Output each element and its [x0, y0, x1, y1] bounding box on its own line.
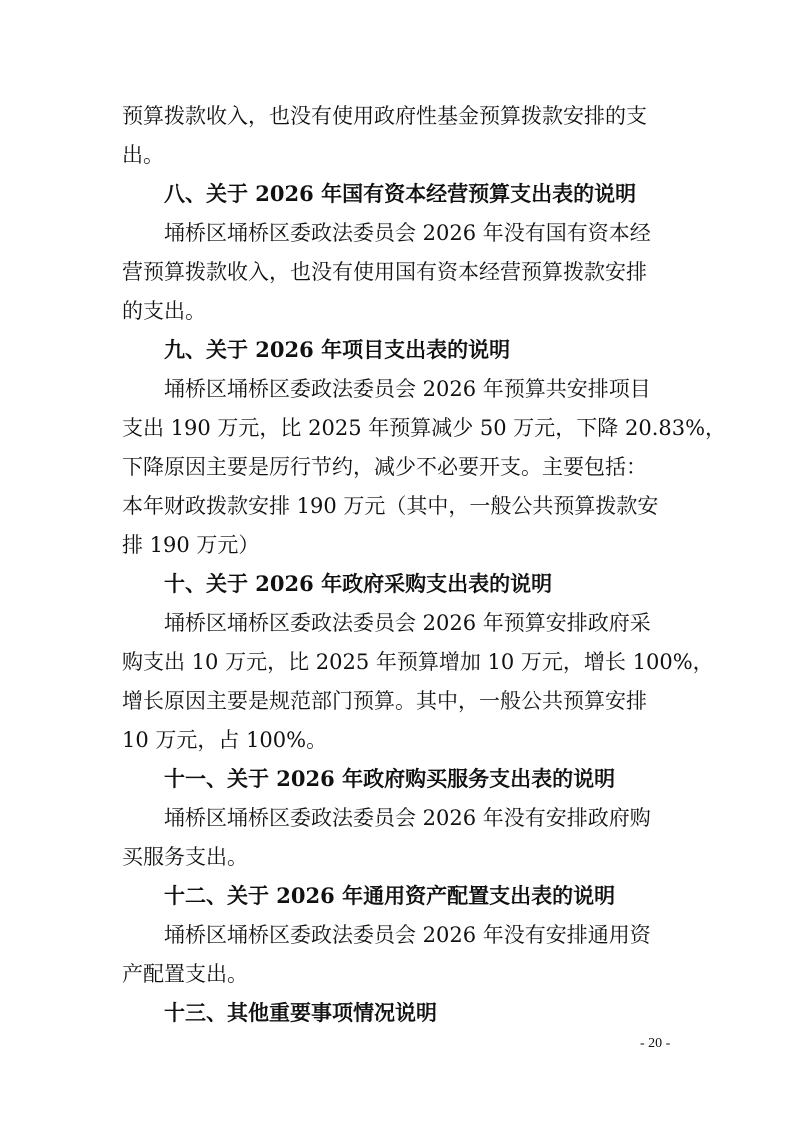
- paragraph-line: [0, 486, 793, 526]
- section-heading: [0, 564, 793, 604]
- section-heading: [0, 174, 793, 214]
- section10-line2: 购支出 10 万元，比 2025 年预算增加 10 万元，增长 100%，: [122, 650, 714, 674]
- section12-line1: 埇桥区埇桥区委政法委员会 2026 年没有安排通用资: [164, 923, 651, 947]
- section8-tail-line2: 出。: [122, 143, 164, 167]
- section11-line1: 埇桥区埇桥区委政法委员会 2026 年没有安排政府购: [164, 806, 651, 830]
- section8-line1: 埇桥区埇桥区委政法委员会 2026 年没有国有资本经: [164, 221, 651, 245]
- paragraph-line: [0, 408, 793, 448]
- paragraph-line: [0, 369, 793, 409]
- section-heading: [0, 876, 793, 916]
- paragraph-line: [0, 135, 793, 175]
- paragraph-line: [0, 837, 793, 877]
- paragraph-line: [0, 954, 793, 994]
- paragraph-line: [0, 642, 793, 682]
- paragraph-line: [0, 915, 793, 955]
- paragraph-line: [0, 798, 793, 838]
- section-heading: [0, 759, 793, 799]
- section10-line1: 埇桥区埇桥区委政法委员会 2026 年预算安排政府采: [164, 611, 651, 635]
- section8-heading: 八、关于 2026 年国有资本经营预算支出表的说明: [164, 181, 637, 206]
- section11-line2: 买服务支出。: [122, 845, 248, 869]
- section9-heading: 九、关于 2026 年项目支出表的说明: [164, 337, 511, 362]
- section-heading: [0, 330, 793, 370]
- section9-line4: 本年财政拨款安排 190 万元（其中，一般公共预算拨款安: [122, 494, 659, 518]
- section-heading: [0, 993, 793, 1033]
- section11-heading: 十一、关于 2026 年政府购买服务支出表的说明: [164, 766, 616, 791]
- paragraph-line: [0, 252, 793, 292]
- section13-heading: 十三、其他重要事项情况说明: [164, 1000, 437, 1025]
- section9-line5: 排 190 万元）: [122, 533, 260, 557]
- section10-line4: 10 万元，占 100%。: [122, 728, 328, 752]
- paragraph-line: [0, 213, 793, 253]
- paragraph-line: [0, 681, 793, 721]
- section12-heading: 十二、关于 2026 年通用资产配置支出表的说明: [164, 883, 616, 908]
- paragraph-line: [0, 720, 793, 760]
- section8-line3: 的支出。: [122, 299, 206, 323]
- section9-line2: 支出 190 万元，比 2025 年预算减少 50 万元，下降 20.83%，: [122, 416, 727, 440]
- section10-line3: 增长原因主要是规范部门预算。其中，一般公共预算安排: [122, 689, 647, 713]
- paragraph-line: [0, 525, 793, 565]
- paragraph-line: [0, 603, 793, 643]
- section8-tail-line1: 预算拨款收入，也没有使用政府性基金预算拨款安排的支: [122, 104, 647, 128]
- section9-line3: 下降原因主要是厉行节约，减少不必要开支。主要包括：: [122, 455, 647, 479]
- section10-heading: 十、关于 2026 年政府采购支出表的说明: [164, 571, 553, 596]
- paragraph-line: [0, 291, 793, 331]
- paragraph-line: [0, 447, 793, 487]
- section8-line2: 营预算拨款收入，也没有使用国有资本经营预算拨款安排: [122, 260, 647, 284]
- page-number: - 20 -: [640, 1036, 671, 1051]
- section9-line1: 埇桥区埇桥区委政法委员会 2026 年预算共安排项目: [164, 377, 651, 401]
- section12-line2: 产配置支出。: [122, 962, 248, 986]
- paragraph-line: [0, 96, 793, 136]
